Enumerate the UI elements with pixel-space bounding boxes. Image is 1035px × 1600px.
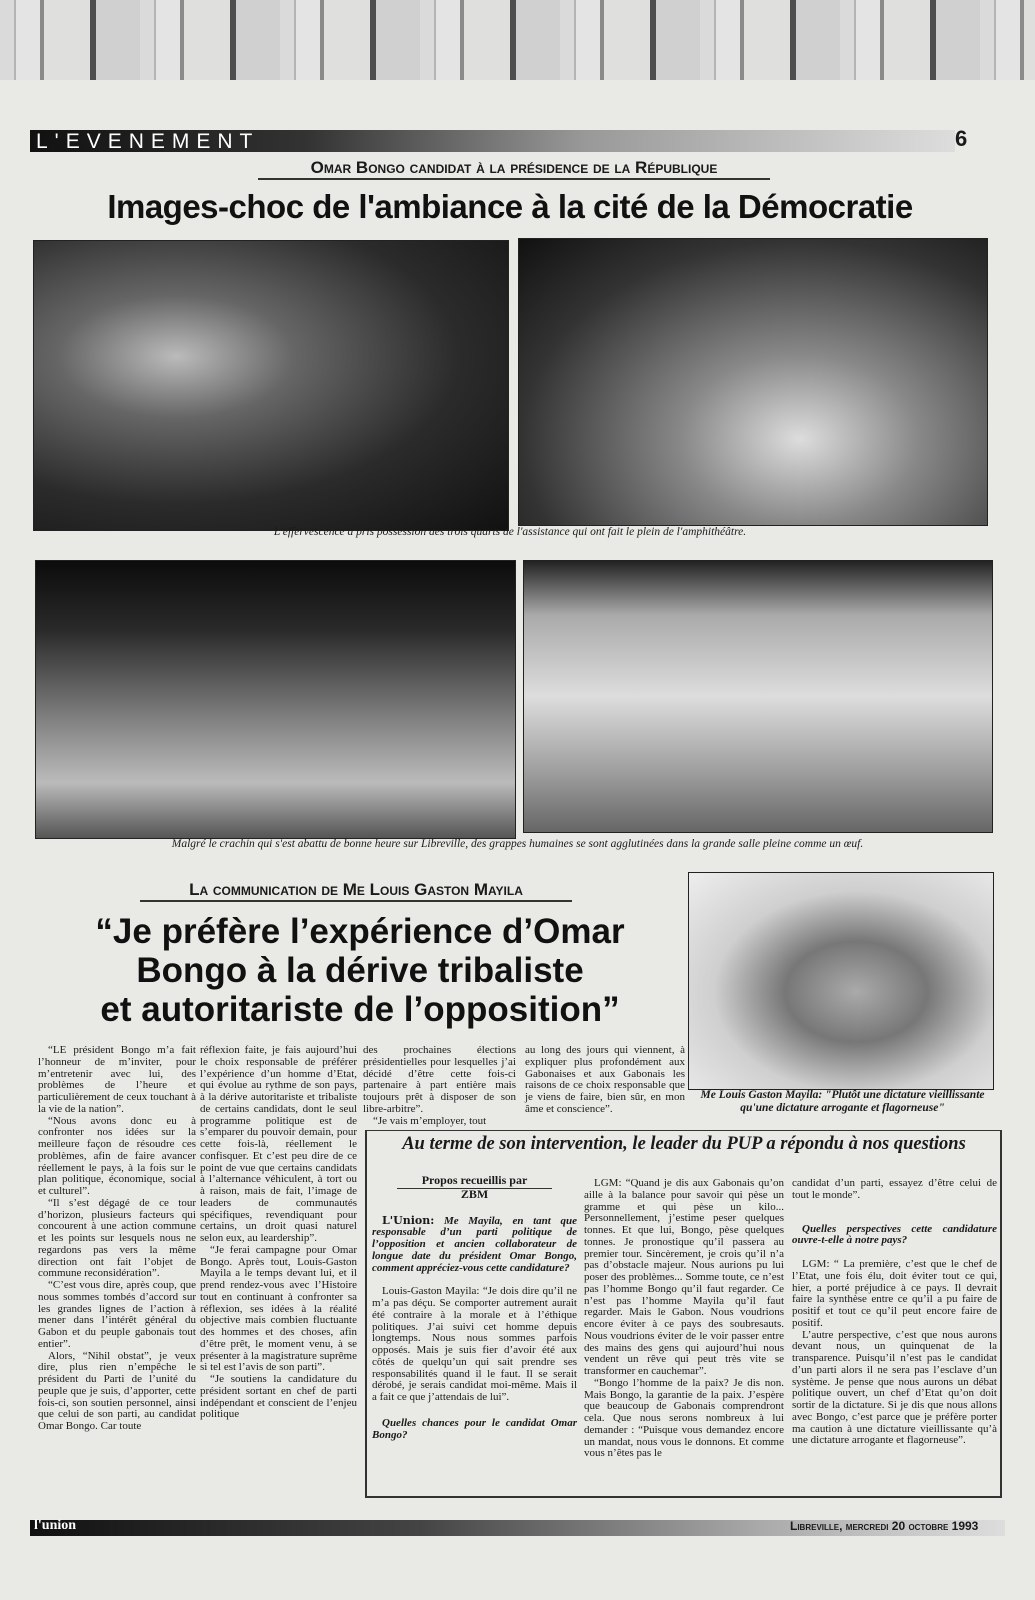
dateline: Libreville, mercredi 20 octobre 1993 <box>790 1519 979 1533</box>
scan-edge <box>0 0 1035 80</box>
byline: Propos recueillis par <box>397 1175 552 1189</box>
paragraph: des prochaines élections présidentielles pour lesquelles j’ai décidé d’être cette fois-ci partenaire à part entière mais toujours prêt à disposer de son libre-arbitre”. <box>363 1044 516 1115</box>
portrait-caption: Me Louis Gaston Mayila: "Plutôt une dictature vieillissante qu'une dictature arrogante et flagorneuse" <box>700 1089 985 1114</box>
paragraph: réflexion faite, je fais aujourd’hui le choix responsable de préférer l’expérience d’un homme d’Etat, qui évolue au rythme de son pays, à la dérive autoritariste et tribaliste de certains candidats, dont le seul programme politique est de s’emparer du pouvoir demain, pour cette fois-là, réellement le confisquer. Et c’est peu dire de ce point de vue que certains candidats à l’alternance véhiculent, à tort ou à raison, mais de fait, l’image de leaders de communautés spécifiques, revendiquant pour certains, un droit quasi naturel selon eux, au leardership”. <box>200 1044 357 1244</box>
photo-caption-1: L'effervescence a pris possession des trois quarts de l'assistance qui ont fait le plein de l'amphithéâtre. <box>273 526 747 538</box>
question: Me Mayila, en tant que responsable d’un parti politique de l’opposition et ancien collaborateur de longue date du président Omar Bongo, comment appréciez-vous cette candidature? <box>372 1214 578 1274</box>
answer: candidat d’un parti, essayez d’être celui de tout le monde”. <box>792 1177 997 1201</box>
headline-line: et autoritariste de l’opposition” <box>100 990 620 1029</box>
body-column-1 <box>38 1045 196 1433</box>
masthead-logo: l'union <box>34 1518 77 1533</box>
question: Quelles chances pour le candidat Omar Bongo? <box>372 1416 577 1441</box>
answer: “Bongo l’homme de la paix? Je dis non. Mais Bongo, la garantie de la paix. J’espère que beaucoup de Gabonais comprendront cela. Que nous serons nombreux à lui demander : “Puisque vous demandez encore un mandat, nous vous le donnons. Et comme vous n’êtes pas le <box>584 1376 784 1460</box>
photo-caption-2: Malgré le crachin qui s'est abattu de bonne heure sur Libreville, des grappes humaines se sont agglutinées dans la grande salle pleine comme un œuf. <box>171 838 864 850</box>
headline-line: Bongo à la dérive tribaliste <box>136 951 584 990</box>
article1-kicker: Omar Bongo candidat à la présidence de la République <box>258 158 770 180</box>
photo-mayila-portrait <box>688 872 994 1090</box>
paragraph: “Nous avons donc eu à confronter nos idées sur la meilleure façon de résoudre ces problèmes, afin de faire avancer réellement le pays, à la fois sur le plan politique, économique, social et culturel”. <box>38 1114 196 1197</box>
photo-crowd-photographers <box>518 238 988 526</box>
interview-column-2 <box>584 1178 784 1460</box>
paragraph: “Il s’est dégagé de ce tour d’horizon, plusieurs facteurs qui concourent à une action commune et les points sur lesquels nous ne regardons pas vers la même direction ont fait l’objet de commune reconsidération”. <box>38 1196 196 1280</box>
question-label: L'Union: <box>382 1213 435 1227</box>
paragraph: au long des jours qui viennent, à expliquer plus profondément aux Gabonaises et aux Gabonais les raisons de ce choix responsable que je viens de faire, bien sûr, en mon âme et conscience”. <box>525 1044 685 1115</box>
paragraph: “Je ferai campagne pour Omar Bongo. Après tout, Louis-Gaston Mayila a le temps devant lui, et il prend rendez-vous avec l’Histoire tout en continuant à confronter sa réflexion, ses idées à la réalité objective mais combien fluctuante des hommes et des choses, afin d’être prêt, le moment venu, à se présenter à la magistrature suprême si tel est l’avis de son parti”. <box>200 1243 357 1374</box>
question: Quelles perspectives cette candidature ouvre-t-elle à notre pays? <box>792 1222 997 1247</box>
answer: L’autre perspective, c’est que nous aurons devant nous, un quinquenat de la transparence. Puisqu’il n’est pas le candidat d’un parti alors il ne sera pas l’esclave d’un système. Je pense que nous aurons un débat politique ouvert, un chef d’Etat qu’on doit sortir de la dictature. Si je dis que nous allons avec Bongo, c’est parce que je préfère porter ma caution à une dictature vieillissante qu’à une dictature arrogante et flagorneuse”. <box>792 1328 997 1447</box>
interview-column-1 <box>372 1175 577 1441</box>
photo-hall-crowd <box>523 560 993 833</box>
interview-column-3 <box>792 1178 997 1447</box>
paragraph: “Je vais m’employer, tout <box>373 1114 487 1127</box>
answer: LGM: “ La première, c’est que le chef de l’Etat, une fois élu, doit éviter tout ce qui, hier, a porté préjudice à ce pays. Il devrait faire la synthèse entre ce qu’il a pu faire de positif et tout ce qu’il peut encore faire de positif. <box>792 1258 997 1329</box>
section-label: L'EVENEMENT <box>36 130 260 153</box>
article1-headline: Images-choc de l'ambiance à la cité de la Démocratie <box>107 188 913 225</box>
paragraph: Alors, “Nihil obstat”, je veux dire, plus rien n’empêche le président du Parti de l’unité du peuple que je suis, d’apporter, cette fois-ci, son soutien personnel, ainsi que celui de son parti, au candidat Omar Bongo. Car toute <box>38 1349 196 1432</box>
answer: LGM: “Quand je dis aux Gabonais qu’on aille à la balance pour savoir qui pèse un gramme et qui pèse un kilo... Personnellement, j’estime peser quelques tonnes. Et que lui, Bongo, pèse quelques tonnes. Je pronostique qu’il passera au premier tour. Sincèrement, je crois qu’il n’a pas d’obstacle majeur. Nous aurions pu lui poser des problèmes... Somme toute, ce n’est pas l’homme Bongo qu’il faut regarder. Ce n’est pas l’homme Mayila qu’il faut regarder. Mais le Gabon. Nous voudrions encore éviter à ce pays des soubresauts. Nous voudrions éviter de le voir passer entre des mains des gens qui aujourd’hui nous vendent un rêve qui peut très vite se transformer en cauchemar”. <box>584 1177 784 1377</box>
body-column-3 <box>363 1045 516 1127</box>
answer: Louis-Gaston Mayila: “Je dois dire qu’il ne m’a pas déçu. Se comporter autrement aurait été contraire à la morale et à l’éthique politiques. J’ai suivi cet homme depuis longtemps. Nous nous sommes parfois opposés. Mais je suis fier d’avoir été aux côtés de quelqu’un qui sait prendre ses responsabilités quand il le faut. Il se serait dérobé, je serais candidat moi-même. Mais il a fait ce que j’attendais de lui”. <box>372 1285 577 1403</box>
paragraph: “Je soutiens la candidature du président sortant en chef de parti indépendant et conscient de l’enjeu politique <box>200 1373 357 1421</box>
article2-headline <box>40 912 680 1029</box>
paragraph: “LE président Bongo m’a fait l’honneur de m’inviter, pour m’entretenir avec lui, des problèmes de l’heure et particulièrement de ceux touchant à la vie de la nation”. <box>38 1044 196 1115</box>
photo-crowd-banners <box>35 560 516 839</box>
body-column-2 <box>200 1045 357 1421</box>
author: ZBM <box>460 1186 489 1201</box>
photo-stage-officials <box>33 240 509 531</box>
interview-title: Au terme de son intervention, le leader du PUP a répondu à nos questions <box>402 1134 966 1154</box>
body-column-4 <box>525 1045 685 1116</box>
page-number: 6 <box>955 126 968 151</box>
article2-kicker: La communication de Me Louis Gaston Mayila <box>140 880 572 902</box>
headline-line: “Je préfère l’expérience d’Omar <box>95 912 625 951</box>
paragraph: “C’est vous dire, après coup, que nous sommes tombés d’accord sur les grandes lignes de l’action à mener dans l’intérêt général du Gabon et du peuple gabonais tout entier”. <box>38 1279 196 1350</box>
